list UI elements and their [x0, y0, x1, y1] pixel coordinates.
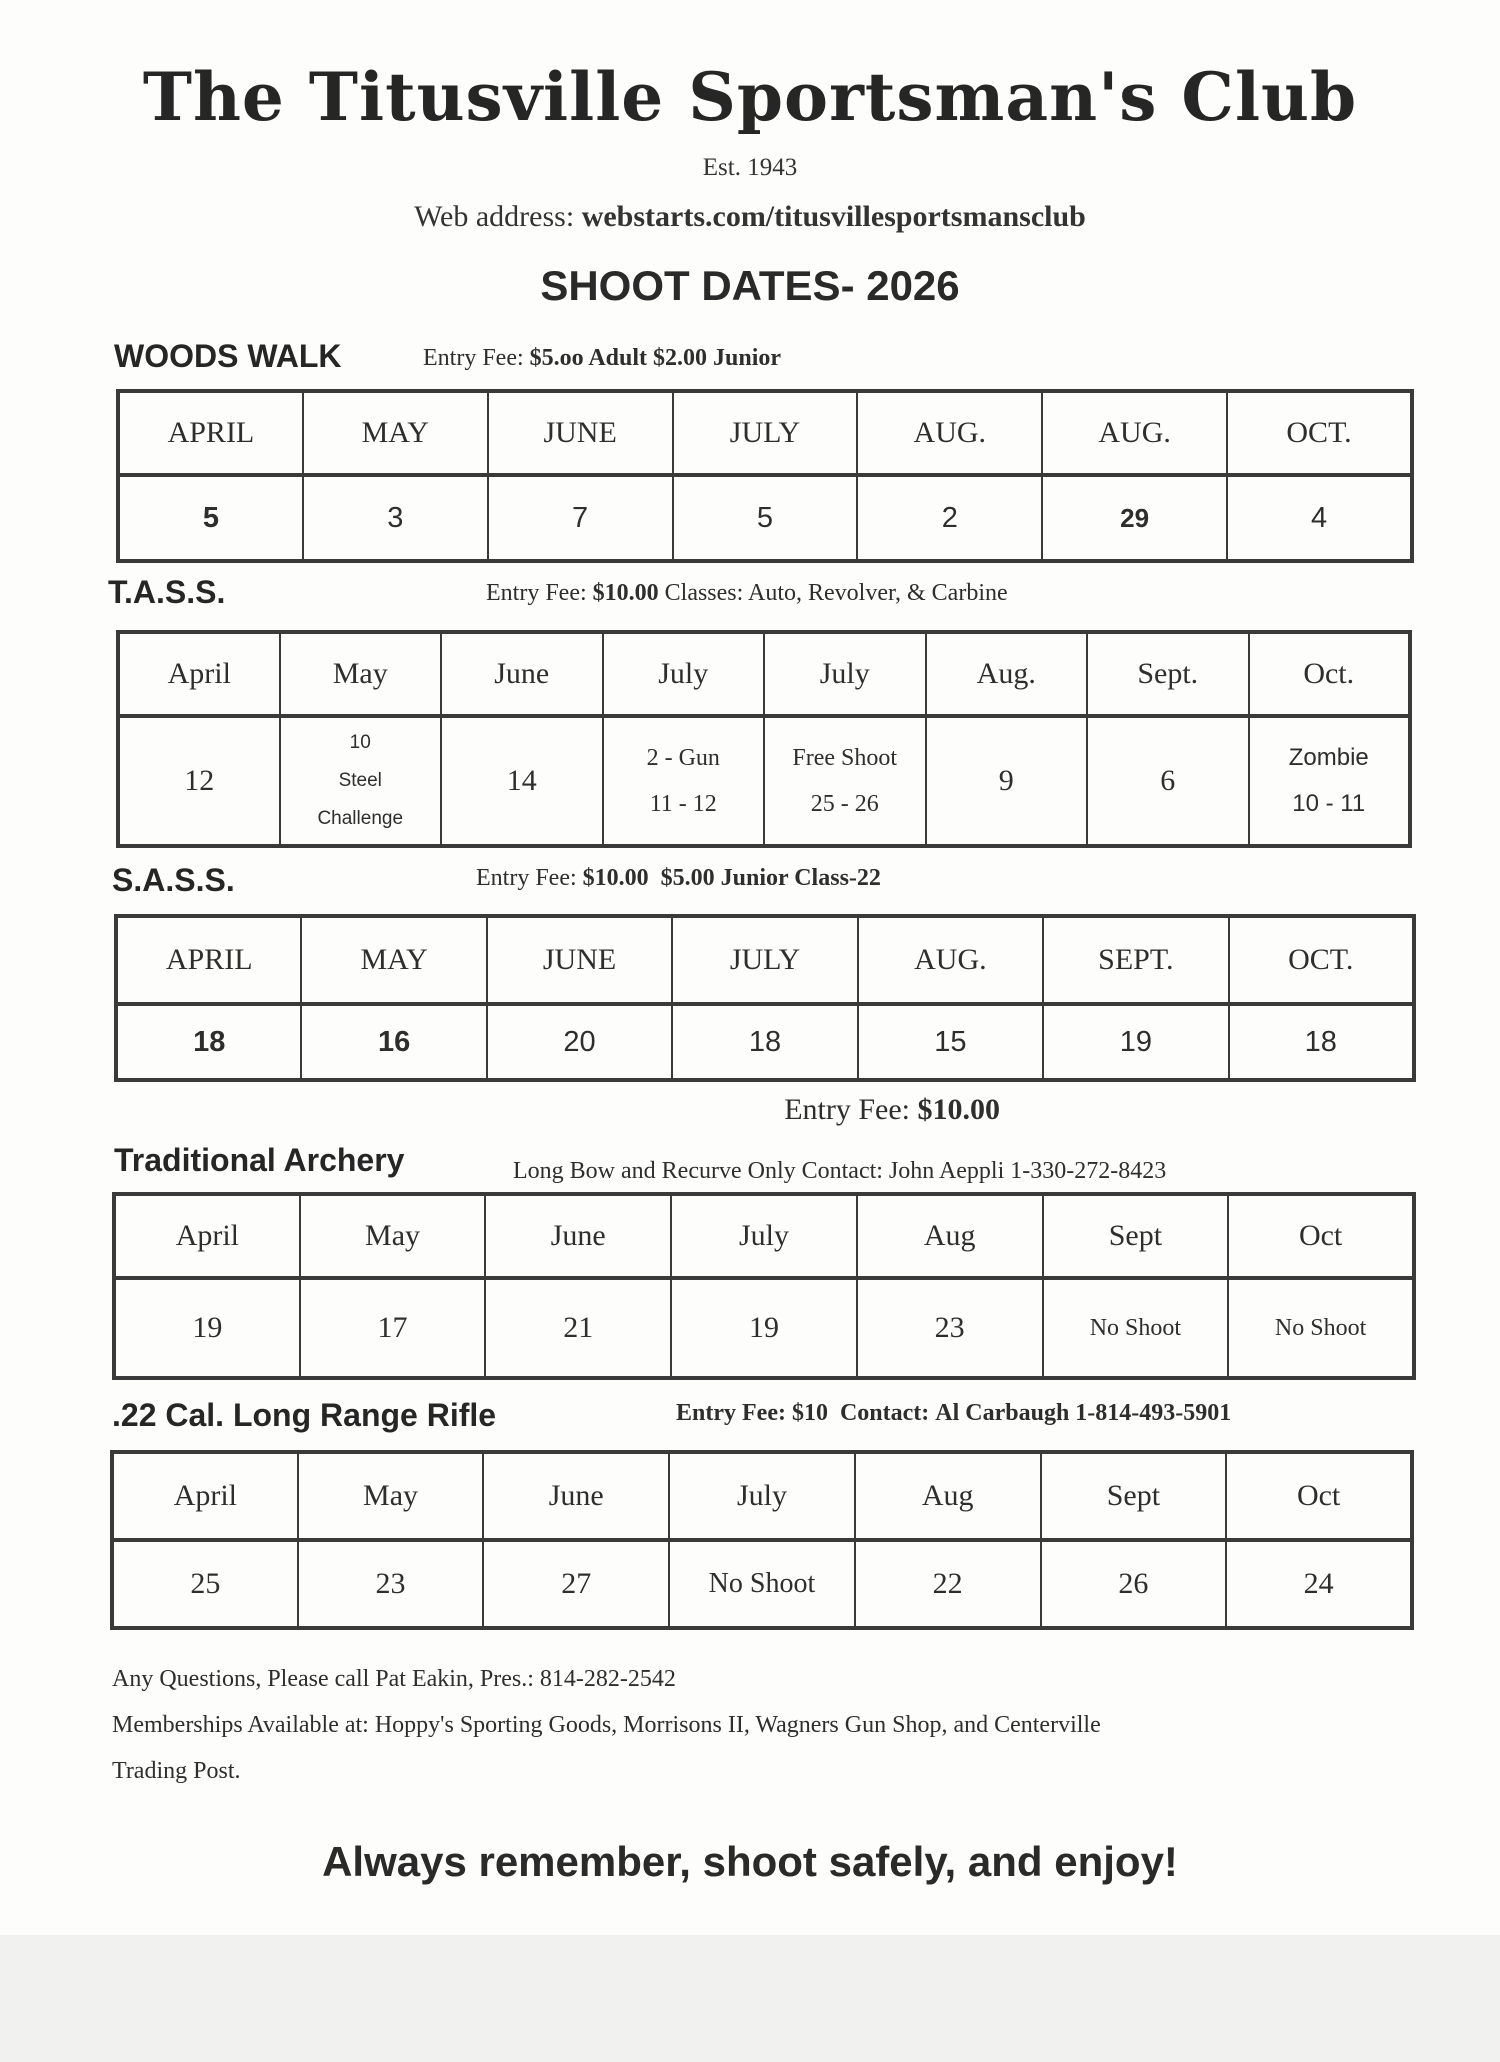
date-line: 25 - 26 [810, 791, 879, 817]
date-cell: 26 [1041, 1540, 1227, 1628]
month-cell: AUG. [858, 916, 1043, 1004]
rifle-date-row [112, 1540, 1412, 1628]
date-cell: 19 [114, 1278, 300, 1378]
tass-title: T.A.S.S. [108, 574, 226, 610]
month-cell: Sept [1041, 1452, 1227, 1540]
date-line: 12 [184, 764, 215, 797]
month-cell: APRIL [118, 391, 303, 475]
month-cell: Sept [1043, 1194, 1229, 1278]
tass-fee-amount: $10.00 [592, 580, 659, 606]
date-cell [1087, 716, 1249, 846]
month-cell: June [483, 1452, 669, 1540]
woods-walk-month-row [118, 391, 1412, 475]
sass-junior: $5.00 Junior Class-22 [660, 865, 881, 891]
tass-fee-label: Entry Fee: [486, 580, 587, 606]
month-cell: May [298, 1452, 484, 1540]
date-line: 6 [1160, 764, 1176, 797]
date-cell: 19 [1043, 1004, 1228, 1080]
date-cell [926, 716, 1088, 846]
rifle-fee-label: Entry Fee: [676, 1400, 786, 1426]
scan-bottom-margin [0, 1935, 1500, 2062]
date-cell: 18 [116, 1004, 301, 1080]
date-cell [118, 716, 280, 846]
date-cell: 5 [118, 475, 303, 561]
rifle-contact: Al Carbaugh 1-814-493-5901 [935, 1400, 1232, 1426]
date-cell: 24 [1226, 1540, 1412, 1628]
date-cell: 18 [1229, 1004, 1414, 1080]
sass-table [114, 914, 1416, 1082]
rifle-title: .22 Cal. Long Range Rifle [112, 1397, 497, 1433]
month-cell: Aug. [926, 632, 1088, 716]
month-cell: Oct [1228, 1194, 1414, 1278]
rifle-contact-label: Contact: [839, 1400, 930, 1426]
month-cell: APRIL [116, 916, 301, 1004]
date-cell: 15 [858, 1004, 1043, 1080]
date-cell [280, 716, 442, 846]
date-line: Challenge [317, 808, 404, 829]
questions-contact: Any Questions, Please call Pat Eakin, Pres.: 814-282-2542 [112, 1666, 676, 1692]
date-cell: 2 [857, 475, 1042, 561]
sass-fee [476, 865, 881, 892]
date-line: 10 - 11 [1292, 790, 1366, 817]
closing-message: Always remember, shoot safely, and enjoy! [322, 1838, 1178, 1885]
archery-note: Long Bow and Recurve Only Contact: John Aeppli 1-330-272-8423 [513, 1158, 1167, 1184]
woods-walk-title: WOODS WALK [114, 338, 342, 374]
date-cell: 23 [298, 1540, 484, 1628]
month-cell: MAY [303, 391, 488, 475]
tass-month-row [118, 632, 1410, 716]
sass-fee-label: Entry Fee: [476, 865, 577, 891]
date-cell [764, 716, 926, 846]
established-year: Est. 1943 [702, 154, 798, 181]
month-cell: June [485, 1194, 671, 1278]
tass-classes: Classes: Auto, Revolver, & Carbine [664, 580, 1008, 606]
date-line: 2 - Gun [646, 745, 720, 771]
month-cell: Aug [855, 1452, 1041, 1540]
date-cell: 22 [855, 1540, 1041, 1628]
date-cell: No Shoot [1043, 1278, 1229, 1378]
month-cell: April [114, 1194, 300, 1278]
month-cell: Aug [857, 1194, 1043, 1278]
date-cell: 23 [857, 1278, 1043, 1378]
month-cell: June [441, 632, 603, 716]
page-title: SHOOT DATES- 2026 [540, 262, 960, 309]
month-cell: OCT. [1229, 916, 1414, 1004]
archery-month-row [114, 1194, 1414, 1278]
month-cell: July [764, 632, 926, 716]
woods-walk-fee-label: Entry Fee: [423, 345, 524, 371]
memberships-line-1: Memberships Available at: Hoppy's Sporting Goods, Morrisons II, Wagners Gun Shop, and Centerville [112, 1712, 1101, 1738]
rifle-fee-amount: $10 [791, 1400, 828, 1426]
date-line: 9 [998, 764, 1014, 797]
date-line: 10 [349, 732, 371, 753]
rifle-fee [676, 1400, 1231, 1427]
month-cell: Oct. [1249, 632, 1411, 716]
month-cell: July [671, 1194, 857, 1278]
month-cell: Oct [1226, 1452, 1412, 1540]
sass-fee-amount: $10.00 [582, 865, 649, 891]
date-cell: No Shoot [1228, 1278, 1414, 1378]
archery-table [112, 1192, 1416, 1380]
date-cell: No Shoot [669, 1540, 855, 1628]
sass-month-row [116, 916, 1414, 1004]
rifle-table [110, 1450, 1414, 1630]
archery-fee-label: Entry Fee: [784, 1093, 910, 1126]
date-cell: 5 [673, 475, 858, 561]
date-cell: 20 [487, 1004, 672, 1080]
month-cell: April [118, 632, 280, 716]
tass-fee [486, 580, 1008, 607]
web-address [0, 200, 1500, 234]
month-cell: SEPT. [1043, 916, 1228, 1004]
month-cell: JULY [672, 916, 857, 1004]
sass-title: S.A.S.S. [112, 862, 235, 898]
date-cell [441, 716, 603, 846]
month-cell: OCT. [1227, 391, 1412, 475]
date-cell: 17 [300, 1278, 486, 1378]
month-cell: July [669, 1452, 855, 1540]
sass-date-row [116, 1004, 1414, 1080]
memberships-line-2: Trading Post. [112, 1758, 241, 1784]
date-cell: 29 [1042, 475, 1227, 561]
month-cell: Sept. [1087, 632, 1249, 716]
month-cell: JUNE [488, 391, 673, 475]
woods-walk-fee-text: $5.oo Adult $2.00 Junior [529, 345, 782, 371]
date-line: 14 [506, 764, 537, 797]
rifle-month-row [112, 1452, 1412, 1540]
archery-fee-amount: $10.00 [917, 1093, 1000, 1126]
month-cell: May [280, 632, 442, 716]
web-address-url[interactable]: webstarts.com/titusvillesportsmansclub [581, 200, 1086, 233]
date-line: Steel [338, 770, 382, 791]
month-cell: July [603, 632, 765, 716]
woods-walk-fee [423, 345, 781, 372]
date-cell: 21 [485, 1278, 671, 1378]
month-cell: JULY [673, 391, 858, 475]
date-cell: 3 [303, 475, 488, 561]
date-cell: 7 [488, 475, 673, 561]
date-line: Free Shoot [792, 745, 898, 771]
month-cell: AUG. [1042, 391, 1227, 475]
web-address-label: Web address: [414, 200, 575, 233]
month-cell: April [112, 1452, 298, 1540]
date-line: Zombie [1288, 744, 1369, 771]
month-cell: May [300, 1194, 486, 1278]
archery-title: Traditional Archery [114, 1142, 405, 1178]
month-cell: MAY [301, 916, 486, 1004]
date-line: 11 - 12 [649, 791, 717, 817]
date-cell: 16 [301, 1004, 486, 1080]
date-cell: 27 [483, 1540, 669, 1628]
woods-walk-date-row [118, 475, 1412, 561]
date-cell [1249, 716, 1411, 846]
month-cell: JUNE [487, 916, 672, 1004]
date-cell: 4 [1227, 475, 1412, 561]
date-cell: 19 [671, 1278, 857, 1378]
archery-date-row [114, 1278, 1414, 1378]
tass-table [116, 630, 1412, 848]
woods-walk-table [116, 389, 1414, 563]
date-cell: 18 [672, 1004, 857, 1080]
club-name: The Titusville Sportsman's Club [142, 58, 1358, 136]
tass-date-row [118, 716, 1410, 846]
archery-entry-fee [0, 1093, 1000, 1127]
date-cell: 25 [112, 1540, 298, 1628]
date-cell [603, 716, 765, 846]
month-cell: AUG. [857, 391, 1042, 475]
